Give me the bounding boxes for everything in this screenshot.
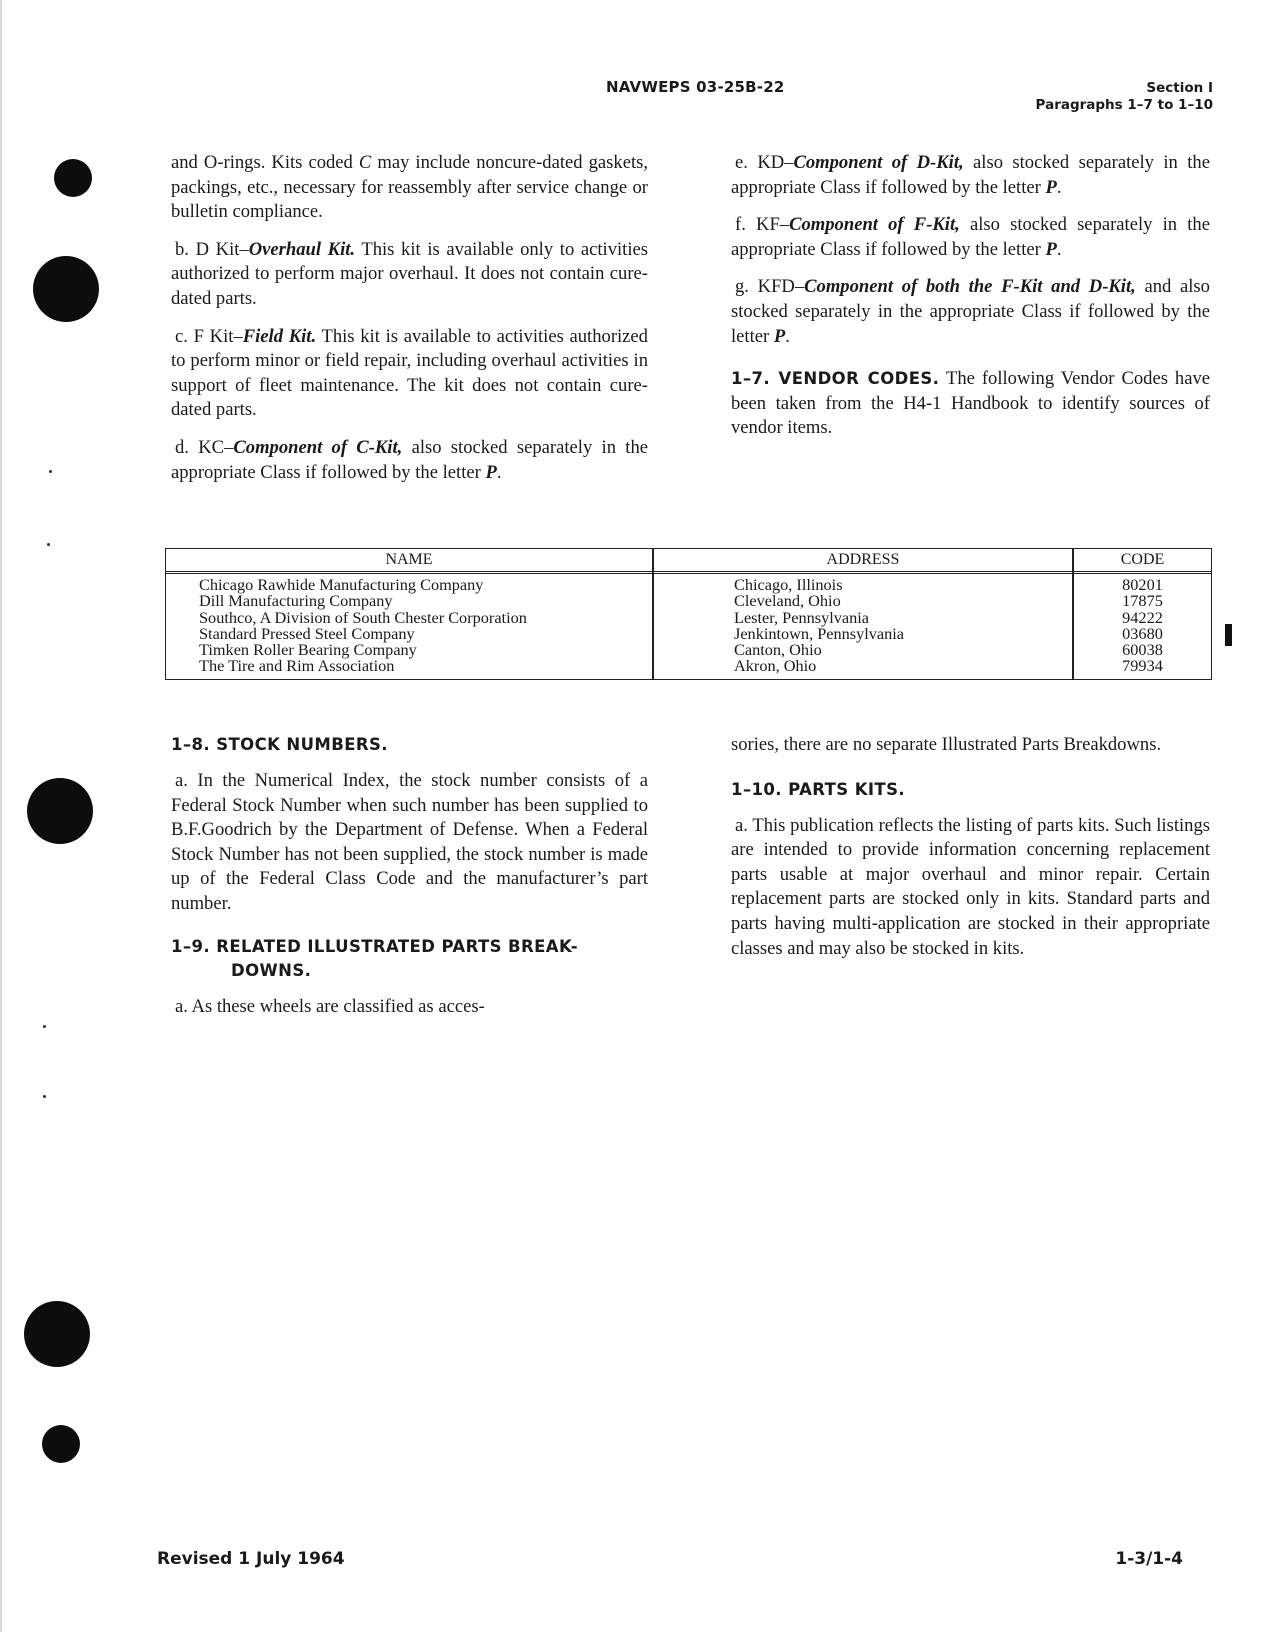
table-cell: 94222 bbox=[1122, 607, 1163, 627]
right-column-upper bbox=[731, 151, 1210, 454]
page-number: 1-3/1-4 bbox=[1115, 1549, 1183, 1569]
table-cell: Dill Manufacturing Company bbox=[199, 591, 393, 611]
binder-hole-icon bbox=[42, 1425, 80, 1463]
document-number: NAVWEPS 03-25B-22 bbox=[606, 78, 785, 96]
page-edge-shadow bbox=[0, 0, 2, 1632]
scan-speck bbox=[43, 1095, 46, 1098]
revision-date: Revised 1 July 1964 bbox=[157, 1549, 345, 1569]
binder-hole-icon bbox=[33, 256, 99, 322]
column-header-name: NAME bbox=[385, 551, 433, 568]
table-cell: Timken Roller Bearing Company bbox=[199, 640, 417, 660]
scan-speck bbox=[49, 470, 52, 473]
table-cell: 03680 bbox=[1122, 623, 1163, 643]
binder-hole-icon bbox=[24, 1301, 90, 1367]
column-header-code: CODE bbox=[1120, 551, 1165, 568]
section-1-7-vendor-codes: 1–7. VENDOR CODES. The following Vendor Codes have been taken from the H4-1 Handbook to identify sources of vendor items. bbox=[731, 368, 1210, 439]
change-bar bbox=[1225, 624, 1232, 646]
table-cell: The Tire and Rim Association bbox=[199, 656, 395, 676]
table-cell: Cleveland, Ohio bbox=[734, 591, 841, 611]
vendor-addresses bbox=[734, 577, 904, 675]
section-1-9-heading: 1–9. RELATED ILLUSTRATED PARTS BREAK-DOWNS. bbox=[171, 936, 578, 980]
section-1-9-continuation: sories, there are no separate Illustrated Parts Breakdowns. bbox=[731, 734, 1162, 755]
column-header-address: ADDRESS bbox=[826, 551, 900, 568]
item-f-kf: f. KF–Component of F-Kit, also stocked separately in the appropriate Class if followed by the letter P. bbox=[731, 214, 1210, 260]
right-column-lower bbox=[731, 733, 1210, 974]
section-1-10-heading: 1–10. PARTS KITS. bbox=[731, 779, 906, 799]
item-b-overhaul-kit: b. D Kit–Overhaul Kit. This kit is available only to activities authorized to perform major overhaul. It does not contain cure-dated parts. bbox=[171, 238, 648, 309]
section-1-9-para-a: a. As these wheels are classified as acces- bbox=[175, 995, 485, 1017]
table-cell: Chicago Rawhide Manufacturing Company bbox=[199, 575, 484, 594]
vendor-codes-table bbox=[165, 548, 1212, 680]
scan-speck bbox=[43, 1025, 46, 1028]
item-d-kc: d. KC–Component of C-Kit, also stocked separately in the appropriate Class if followed by the letter P. bbox=[171, 436, 648, 483]
binder-hole-icon bbox=[27, 778, 93, 844]
table-cell: Southco, A Division of South Chester Corporation bbox=[199, 607, 527, 627]
section-1-10-para-a: a. This publication reflects the listing of parts kits. Such listings are intended to provide information concerning replacement parts usable at major overhaul and minor repair. Certain replacement parts are stocked only in kits. Standard parts and parts having multi-application are stocked in their appropriate classes and may also be stocked in kits. bbox=[731, 814, 1210, 959]
section-1-8-para-a: a. In the Numerical Index, the stock number consists of a Federal Stock Number when such number has been supplied to B.F.Goodrich by the Department of Defense. When a Federal Stock Number has not been supplied, the stock number is made up of the Federal Class Code and the manufacturer’s part number. bbox=[171, 770, 648, 914]
table-cell: Lester, Pennsylvania bbox=[734, 607, 869, 627]
item-c-field-kit: c. F Kit–Field Kit. This kit is available to activities authorized to perform minor or field repair, including overhaul activities in support of fleet maintenance. The kit does not contain cure-dated parts. bbox=[171, 325, 648, 421]
item-e-kd: e. KD–Component of D-Kit, also stocked separately in the appropriate Class if followed by the letter P. bbox=[731, 152, 1210, 198]
table-cell: Akron, Ohio bbox=[734, 656, 817, 676]
table-cell: Jenkintown, Pennsylvania bbox=[734, 623, 905, 643]
left-column-upper bbox=[171, 151, 648, 498]
table-cell: Canton, Ohio bbox=[734, 640, 822, 660]
paragraph-range: Paragraphs 1–7 to 1–10 bbox=[1035, 97, 1213, 113]
vendor-codes bbox=[1074, 577, 1211, 675]
table-cell: 80201 bbox=[1122, 575, 1163, 594]
table-cell: 17875 bbox=[1122, 591, 1163, 611]
scan-speck bbox=[47, 543, 50, 546]
binder-hole-icon bbox=[54, 159, 92, 197]
item-g-kfd: g. KFD–Component of both the F-Kit and D-Kit, and also stocked separately in the appropriate Class if followed by the letter P. bbox=[731, 276, 1210, 347]
section-1-8-heading: 1–8. STOCK NUMBERS. bbox=[171, 735, 388, 754]
section-label: Section I bbox=[1146, 80, 1213, 96]
vendor-names bbox=[199, 577, 527, 675]
section-heading: 1–7. VENDOR CODES. bbox=[731, 369, 940, 389]
left-column-lower bbox=[171, 733, 648, 1032]
kit-intro-continuation: and O-rings. Kits coded C may include noncure-dated gaskets, packings, etc., necessary for reassembly after service change or bulletin compliance. bbox=[171, 152, 648, 223]
table-cell: Chicago, Illinois bbox=[734, 575, 843, 594]
table-cell: 79934 bbox=[1122, 656, 1163, 676]
table-cell: 60038 bbox=[1122, 640, 1163, 660]
section-reference bbox=[1036, 80, 1213, 114]
table-cell: Standard Pressed Steel Company bbox=[199, 623, 415, 643]
